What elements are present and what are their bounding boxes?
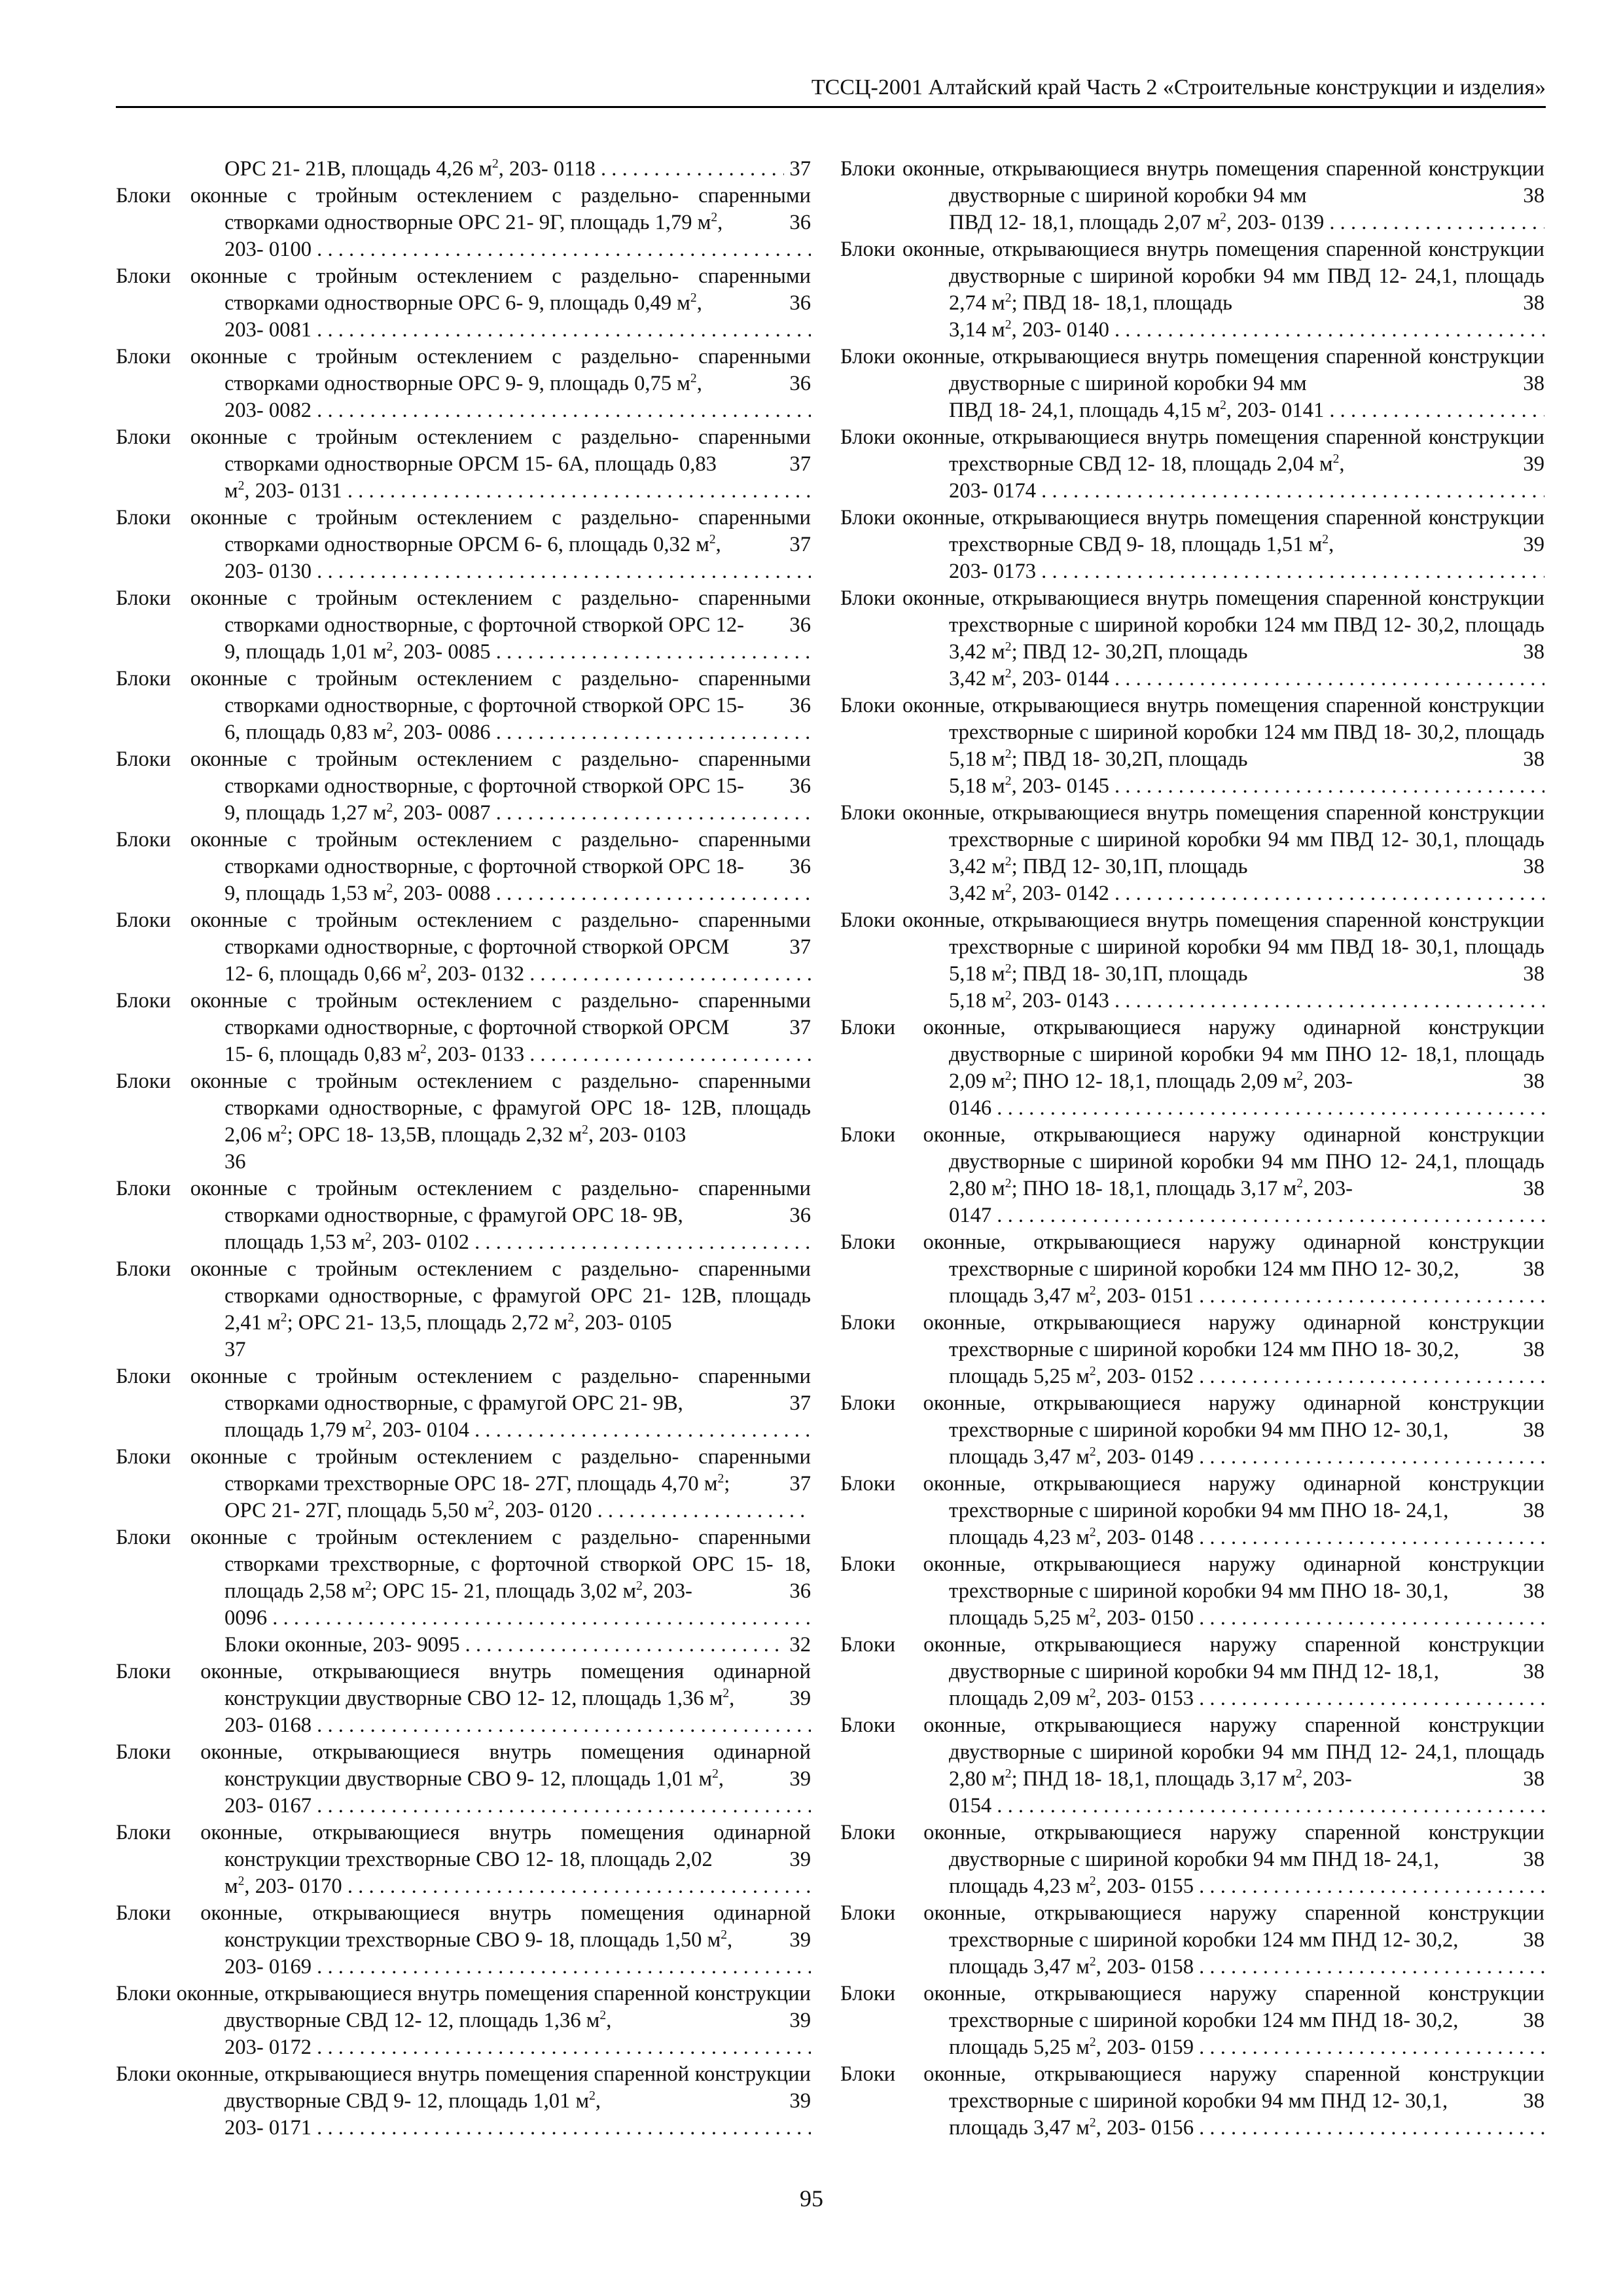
entry-page: 37 (789, 935, 811, 959)
index-column-right (840, 156, 1544, 2142)
entry-page: 36 (789, 694, 811, 717)
entry-page: 39 (789, 1848, 811, 1871)
entry-leader-line: площадь 5,25 $м^2$, 203- 0159 . . . (949, 2034, 1544, 2061)
entry-leader-line: 3,42 $м^2$, 203- 0144 . . . (949, 666, 1544, 692)
entry-leader-line: 203- 0167 . . . (224, 1793, 811, 1820)
entry-leader-line: 0096 . . . (224, 1605, 811, 1632)
index-entry (116, 1444, 811, 1524)
entry-page: 38 (1523, 1660, 1544, 1683)
entry-page: 36 (789, 774, 811, 798)
entry-page: 37 (224, 1338, 246, 1361)
entry-leader-line: площадь 3,47 $м^2$, 203- 0151 . . . (949, 1283, 1544, 1310)
index-entry (116, 585, 811, 666)
entry-page: 37 (789, 1016, 811, 1039)
index-entry (840, 1310, 1544, 1390)
entry-page: 37 (789, 1472, 811, 1496)
entry-text: Блоки оконные, открывающиеся внутрь помещения спаренной конструкции трехстворные СВД 12- 18, площадь 2,04 $м^2$, (840, 425, 1544, 476)
entry-text: Блоки оконные, открывающиеся наружу спаренной конструкции двустворные с шириной коробки 94 мм ПНД 18- 24,1, (840, 1821, 1544, 1871)
entry-leader-line: площадь 3,47 $м^2$, 203- 0156 . . . (949, 2115, 1544, 2142)
entry-text: Блоки оконные с тройным остеклением с раздельно- спаренными створками одностворные, с фрамугой ОРС 18- 9В, (116, 1177, 811, 1227)
index-entry (840, 907, 1544, 1014)
entry-text: Блоки оконные с тройным остеклением с раздельно- спаренными створками одностворные, с фрамугой ОРС 18- 12В, площадь 2,06 $м^2$; ОРС 18- 13,5В, площадь 2,32 $м^2$, 203- 0103 (116, 1069, 811, 1147)
entry-leader-line: 203- 0169 . . . (224, 1954, 811, 1981)
index-entry (116, 1068, 811, 1175)
index-entry (840, 344, 1544, 424)
entry-text: Блоки оконные, открывающиеся наружу одинарной конструкции двустворные с шириной коробки 94 мм ПНО 12- 24,1, площадь 2,80 $м^2$; ПНО 18- 18,1, площадь 3,17 $м^2$, 203- (840, 1123, 1544, 1200)
entry-leader-line: площадь 3,47 $м^2$, 203- 0149 . . . (949, 1444, 1544, 1471)
index-entry (840, 236, 1544, 344)
index-entry (116, 1363, 811, 1444)
entry-text: Блоки оконные, открывающиеся наружу спаренной конструкции трехстворные с шириной коробки 124 мм ПНД 18- 30,2, (840, 1982, 1544, 2032)
entry-page: 38 (1523, 962, 1544, 986)
entry-text: Блоки оконные, открывающиеся наружу одинарной конструкции трехстворные с шириной коробки 94 мм ПНО 18- 30,1, (840, 1552, 1544, 1603)
index-entry (840, 585, 1544, 692)
entry-text: Блоки оконные, открывающиеся наружу спаренной конструкции двустворные с шириной коробки 94 мм ПНД 12- 18,1, (840, 1633, 1544, 1683)
entry-leader-line: 3,42 $м^2$, 203- 0142 . . . (949, 880, 1544, 907)
entry-text: Блоки оконные, открывающиеся внутрь помещения спаренной конструкции двустворные с шириной коробки 94 мм ПВД 12- 24,1, площадь 2,74 $м^2$; ПВД 18- 18,1, площадь (840, 238, 1544, 315)
entry-leader-line: площадь 4,23 $м^2$, 203- 0148 . . . (949, 1524, 1544, 1551)
entry-leader-line: $м^2$, 203- 0170 . . . (224, 1873, 811, 1900)
entry-leader-line: 203- 0130 . . . (224, 558, 811, 585)
entry-text: Блоки оконные, открывающиеся внутрь помещения спаренной конструкции трехстворные СВД 9- 18, площадь 1,51 $м^2$, (840, 506, 1544, 556)
entry-text: Блоки оконные с тройным остеклением с раздельно- спаренными створками одностворные ОРСМ 15- 6А, площадь 0,83 (116, 425, 811, 476)
entry-leader-line: площадь 4,23 $м^2$, 203- 0155 . . . (949, 1873, 1544, 1900)
index-entry (840, 1390, 1544, 1471)
entry-leader-line: 0147 . . . (949, 1202, 1544, 1229)
index-entry (116, 1820, 811, 1900)
entry-leader-line: 203- 0081 . . . (224, 317, 811, 344)
entry-leader-line: площадь 5,25 $м^2$, 203- 0152 . . . (949, 1363, 1544, 1390)
entry-leader-line: 0146 . . . (949, 1095, 1544, 1122)
entry-page: 38 (1523, 1338, 1544, 1361)
index-entry (840, 1122, 1544, 1229)
entry-text: Блоки оконные, открывающиеся наружу одинарной конструкции трехстворные с шириной коробки 94 мм ПНО 18- 24,1, (840, 1472, 1544, 1522)
entry-page: 39 (789, 1928, 811, 1952)
entry-text: Блоки оконные, открывающиеся внутрь помещения спаренной конструкции трехстворные с шириной коробки 124 мм ПВД 12- 30,2, площадь 3,42 $м^2$; ПВД 12- 30,2П, площадь (840, 586, 1544, 664)
index-entry (840, 505, 1544, 585)
header-title: ТССЦ-2001 Алтайский край Часть 2 «Строительные конструкции и изделия» (811, 75, 1546, 99)
entry-leader-line: ОРС 21- 27Г, площадь 5,50 $м^2$, 203- 0120 . . . (224, 1498, 811, 1524)
entry-page: 36 (789, 613, 811, 637)
entry-page: 38 (1523, 2089, 1544, 2113)
index-entry (116, 1739, 811, 1820)
entry-page: 38 (1523, 640, 1544, 664)
index-entry (840, 1229, 1544, 1310)
entry-page: 39 (789, 2009, 811, 2032)
entry-text: Блоки оконные, открывающиеся наружу спаренной конструкции трехстворные с шириной коробки 94 мм ПНД 12- 30,1, (840, 2062, 1544, 2113)
entry-leader-line: площадь 2,09 $м^2$, 203- 0153 . . . (949, 1685, 1544, 1712)
entry-page: 38 (1523, 1177, 1544, 1200)
index-entry (116, 1632, 811, 1659)
entry-page: 37 (789, 1391, 811, 1415)
entry-text: Блоки оконные, открывающиеся наружу одинарной конструкции трехстворные с шириной коробки 94 мм ПНО 12- 30,1, (840, 1391, 1544, 1442)
entry-leader-line: Блоки оконные, 203- 9095 . . . (224, 1632, 784, 1659)
entry-leader-line: 6, площадь 0,83 $м^2$, 203- 0086 . . . (224, 719, 811, 746)
index-entry (840, 692, 1544, 800)
entry-page: 38 (1523, 855, 1544, 878)
index-entry (116, 424, 811, 505)
entry-leader-line: ОРС 21- 21В, площадь 4,26 $м^2$, 203- 0118 . . . (224, 156, 784, 183)
entry-page: 38 (1523, 1928, 1544, 1952)
entry-leader-line: площадь 1,53 $м^2$, 203- 0102 . . . (224, 1229, 811, 1256)
entry-page: 36 (789, 372, 811, 395)
entry-page: 38 (1523, 2009, 1544, 2032)
index-entry (840, 156, 1544, 236)
index-entry (116, 746, 811, 827)
entry-page: 38 (1523, 184, 1544, 207)
index-entry (116, 907, 811, 988)
entry-text: Блоки оконные с тройным остеклением с раздельно- спаренными створками одностворные, с форточной створкой ОРС 15- (116, 747, 811, 798)
entry-page: 38 (1523, 1848, 1544, 1871)
entry-leader-line: ПВД 12- 18,1, площадь 2,07 $м^2$, 203- 0139 . . . (949, 209, 1544, 236)
entry-text: Блоки оконные с тройным остеклением с раздельно- спаренными створками одностворные, с фрамугой ОРС 21- 9В, (116, 1365, 811, 1415)
entry-text: Блоки оконные, открывающиеся наружу спаренной конструкции трехстворные с шириной коробки 124 мм ПНД 12- 30,2, (840, 1901, 1544, 1952)
entry-page: 36 (789, 1579, 811, 1603)
entry-leader-line: 9, площадь 1,01 $м^2$, 203- 0085 . . . (224, 639, 811, 666)
entry-text: Блоки оконные с тройным остеклением с раздельно- спаренными створками одностворные, с форточной створкой ОРСМ (116, 989, 811, 1039)
index-entry (116, 263, 811, 344)
entry-leader-line: площадь 1,79 $м^2$, 203- 0104 . . . (224, 1417, 811, 1444)
entry-page: 38 (1523, 747, 1544, 771)
entry-text: Блоки оконные с тройным остеклением с раздельно- спаренными створками одностворные, с форточной створкой ОРС 15- (116, 667, 811, 717)
entry-leader-line: 3,14 $м^2$, 203- 0140 . . . (949, 317, 1544, 344)
entry-leader-line: 203- 0171 . . . (224, 2115, 811, 2142)
entry-text: Блоки оконные, открывающиеся внутрь помещения спаренной конструкции трехстворные с шириной коробки 94 мм ПВД 18- 30,1, площадь 5,18 $м^2$; ПВД 18- 30,1П, площадь (840, 908, 1544, 986)
index-entry (116, 183, 811, 263)
entry-leader-line: 0154 . . . (949, 1793, 1544, 1820)
index-entry (116, 1256, 811, 1363)
entry-page: 36 (789, 855, 811, 878)
index-entry (840, 1551, 1544, 1632)
index-entry (840, 800, 1544, 907)
entry-text: Блоки оконные, открывающиеся внутрь помещения одинарной конструкции двустворные СВО 9- 12, площадь 1,01 $м^2$, (116, 1740, 811, 1791)
entry-page: 36 (224, 1150, 246, 1174)
index-entry (840, 2061, 1544, 2142)
entry-page: 38 (1523, 291, 1544, 315)
index-entry (116, 156, 811, 183)
entry-text: Блоки оконные, открывающиеся внутрь помещения спаренной конструкции трехстворные с шириной коробки 94 мм ПВД 12- 30,1, площадь 3,42 $м^2$; ПВД 12- 30,1П, площадь (840, 801, 1544, 878)
entry-leader-line: 203- 0173 . . . (949, 558, 1544, 585)
entry-page: 38 (1523, 1579, 1544, 1603)
entry-leader-line: 15- 6, площадь 0,83 $м^2$, 203- 0133 . . . (224, 1041, 811, 1068)
entry-text: Блоки оконные, открывающиеся внутрь помещения одинарной конструкции трехстворные СВО 9- 18, площадь 1,50 $м^2$, (116, 1901, 811, 1952)
entry-text: Блоки оконные, открывающиеся внутрь помещения спаренной конструкции двустворные с шириной коробки 94 мм (840, 157, 1544, 207)
entry-page: 32 (789, 1633, 811, 1657)
entry-leader-line: 9, площадь 1,53 $м^2$, 203- 0088 . . . (224, 880, 811, 907)
entry-text: Блоки оконные с тройным остеклением с раздельно- спаренными створками одностворные, с фрамугой ОРС 21- 12В, площадь 2,41 $м^2$; ОРС 21- 13,5, площадь 2,72 $м^2$, 203- 0105 (116, 1257, 811, 1335)
index-entry (840, 424, 1544, 505)
entry-leader-line: 203- 0172 . . . (224, 2034, 811, 2061)
index-entry (840, 1712, 1544, 1820)
entry-leader-line: 12- 6, площадь 0,66 $м^2$, 203- 0132 . . . (224, 961, 811, 988)
entry-text: Блоки оконные, открывающиеся внутрь помещения спаренной конструкции двустворные СВД 12- 12, площадь 1,36 $м^2$, (116, 1982, 811, 2032)
entry-page: 39 (1523, 452, 1544, 476)
entry-page: 39 (1523, 533, 1544, 556)
header-rule (116, 106, 1546, 108)
entry-page: 37 (789, 533, 811, 556)
page-header (116, 65, 1546, 111)
entry-page: 38 (1523, 372, 1544, 395)
entry-leader-line: 203- 0082 . . . (224, 397, 811, 424)
entry-leader-line: $м^2$, 203- 0131 . . . (224, 478, 811, 505)
index-column-left (116, 156, 811, 2142)
index-entry (116, 1175, 811, 1256)
entry-text: Блоки оконные, открывающиеся наружу одинарной конструкции двустворные с шириной коробки 94 мм ПНО 12- 18,1, площадь 2,09 $м^2$; ПНО 12- 18,1, площадь 2,09 $м^2$, 203- (840, 1016, 1544, 1093)
entry-text: Блоки оконные с тройным остеклением с раздельно- спаренными створками трехстворные, с форточной створкой ОРС 15- 18, площадь 2,58 $м^2$; ОРС 15- 21, площадь 3,02 $м^2$, 203- (116, 1526, 811, 1603)
entry-text: Блоки оконные, открывающиеся внутрь помещения одинарной конструкции трехстворные СВО 12- 18, площадь 2,02 (116, 1821, 811, 1871)
entry-page: 36 (789, 1204, 811, 1227)
index-entry (116, 827, 811, 907)
index-entry (116, 988, 811, 1068)
entry-page: 37 (789, 157, 811, 181)
entry-page: 39 (789, 1687, 811, 1710)
entry-text: Блоки оконные с тройным остеклением с раздельно- спаренными створками одностворные ОРСМ 6- 6, площадь 0,32 $м^2$, (116, 506, 811, 556)
entry-text: Блоки оконные, открывающиеся внутрь помещения спаренной конструкции двустворные СВД 9- 12, площадь 1,01 $м^2$, (116, 2062, 811, 2113)
index-entry (840, 1981, 1544, 2061)
entry-text: Блоки оконные, открывающиеся внутрь помещения спаренной конструкции трехстворные с шириной коробки 124 мм ПВД 18- 30,2, площадь 5,18 $м^2$; ПВД 18- 30,2П, площадь (840, 694, 1544, 771)
entry-text: Блоки оконные, открывающиеся внутрь помещения одинарной конструкции двустворные СВО 12- 12, площадь 1,36 $м^2$, (116, 1660, 811, 1710)
entry-page: 38 (1523, 1499, 1544, 1522)
index-entry (116, 1524, 811, 1632)
index-entry (840, 1014, 1544, 1122)
index-entry (116, 1659, 811, 1739)
entry-page: 39 (789, 2089, 811, 2113)
entry-leader-line: 9, площадь 1,27 $м^2$, 203- 0087 . . . (224, 800, 811, 827)
index-entry (840, 1900, 1544, 1981)
entry-page: 36 (789, 291, 811, 315)
index-entry (840, 1820, 1544, 1900)
entry-text: Блоки оконные, открывающиеся наружу одинарной конструкции трехстворные с шириной коробки 124 мм ПНО 12- 30,2, (840, 1230, 1544, 1281)
entry-text: Блоки оконные с тройным остеклением с раздельно- спаренными створками одностворные ОРС 6- 9, площадь 0,49 $м^2$, (116, 264, 811, 315)
index-entry (840, 1632, 1544, 1712)
entry-text: Блоки оконные с тройным остеклением с раздельно- спаренными створками одностворные, с форточной створкой ОРСМ (116, 908, 811, 959)
entry-page: 38 (1523, 1069, 1544, 1093)
entry-leader-line: площадь 3,47 $м^2$, 203- 0158 . . . (949, 1954, 1544, 1981)
entry-page: 38 (1523, 1257, 1544, 1281)
entry-text: Блоки оконные, открывающиеся внутрь помещения спаренной конструкции двустворные с шириной коробки 94 мм (840, 345, 1544, 395)
entry-page: 37 (789, 452, 811, 476)
index-entry (116, 344, 811, 424)
entry-page: 39 (789, 1767, 811, 1791)
entry-text: Блоки оконные с тройным остеклением с раздельно- спаренными створками трехстворные ОРС 18- 27Г, площадь 4,70 $м^2$; (116, 1445, 811, 1496)
page-number: 95 (800, 2185, 823, 2212)
entry-page: 36 (789, 211, 811, 234)
entry-text: Блоки оконные, открывающиеся наружу одинарной конструкции трехстворные с шириной коробки 124 мм ПНО 18- 30,2, (840, 1311, 1544, 1361)
index-entry (116, 505, 811, 585)
entry-text: Блоки оконные с тройным остеклением с раздельно- спаренными створками одностворные, с форточной створкой ОРС 18- (116, 828, 811, 878)
index-entry (116, 2061, 811, 2142)
entry-page: 38 (1523, 1418, 1544, 1442)
entry-text: Блоки оконные с тройным остеклением с раздельно- спаренными створками одностворные, с форточной створкой ОРС 12- (116, 586, 811, 637)
entry-text: Блоки оконные с тройным остеклением с раздельно- спаренными створками одностворные ОРС 9- 9, площадь 0,75 $м^2$, (116, 345, 811, 395)
entry-leader-line: 5,18 $м^2$, 203- 0145 . . . (949, 773, 1544, 800)
entry-leader-line: площадь 5,25 $м^2$, 203- 0150 . . . (949, 1605, 1544, 1632)
entry-leader-line: 5,18 $м^2$, 203- 0143 . . . (949, 988, 1544, 1014)
entry-leader-line: 203- 0100 . . . (224, 236, 811, 263)
entry-page: 38 (1523, 1767, 1544, 1791)
index-entry (116, 1981, 811, 2061)
index-entry (116, 666, 811, 746)
entry-leader-line: ПВД 18- 24,1, площадь 4,15 $м^2$, 203- 0141 . . . (949, 397, 1544, 424)
index-entry (840, 1471, 1544, 1551)
entry-text: Блоки оконные с тройным остеклением с раздельно- спаренными створками одностворные ОРС 21- 9Г, площадь 1,79 $м^2$, (116, 184, 811, 234)
index-entry (116, 1900, 811, 1981)
entry-leader-line: 203- 0168 . . . (224, 1712, 811, 1739)
entry-text: Блоки оконные, открывающиеся наружу спаренной конструкции двустворные с шириной коробки 94 мм ПНД 12- 24,1, площадь 2,80 $м^2$; ПНД 18- 18,1, площадь 3,17 $м^2$, 203- (840, 1713, 1544, 1791)
entry-leader-line: 203- 0174 . . . (949, 478, 1544, 505)
